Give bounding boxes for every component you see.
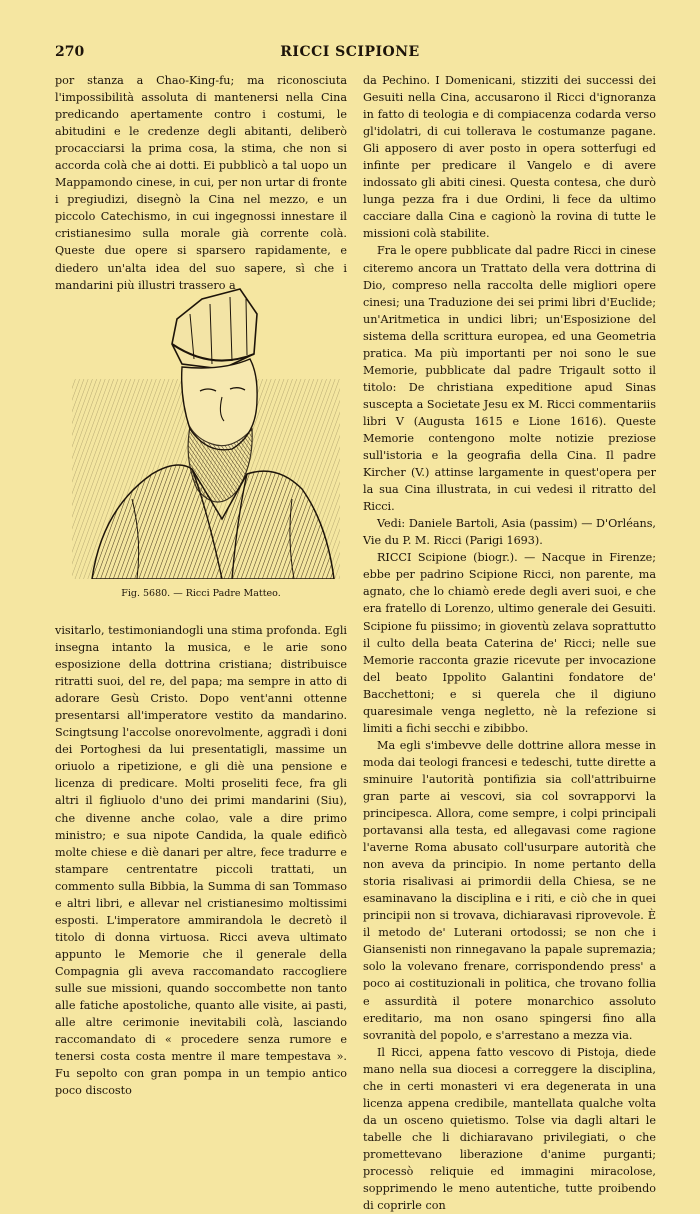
left-column-bottom [55, 622, 347, 1099]
paragraph: Vedi: Daniele Bartoli, Asia (passim) — D'Orléans, Vie du P. M. Ricci (Parigi 1693). [363, 517, 656, 548]
paragraph: Fra le opere pubblicate dal padre Ricci in cinese citeremo ancora un Trattato della vera dottrina di Dio, compreso nella raccolta delle migliori opere cinesi; una Traduzione dei sei primi libri d'Euclide; un'Aritmetica in undici libri; un'Esposizione del sistema della scrittura europea, ed una Geometria pratica. Ma più importanti per noi sono le sue Memorie, pubblicate dal padre Trigault sotto il titolo: De christiana expeditione apud Sinas suscepta a Societate Jesu ex M. Ricci commentariis libri V (Augusta 1615 e Lione 1616). Queste Memorie contengono molte notizie preziose sull'istoria e la geografia della Cina. Il padre Kircher (V.) attinse largamente in quest'opera per la sua Cina illustrata, in cui vedesi il ritratto del Ricci. [363, 244, 656, 514]
paragraph: Ma egli s'imbevve delle dottrine allora messe in moda dai teologi francesi e tedeschi, tutte dirette a sminuire l'autorità pontifizia sia coll'attribuirne gran parte ai vescovi, sia col sovrapporvi la principesca. Allora, come sempre, i colpi principali portavansi alla testa, ed allegavasi come ragione l'averne Roma abusato coll'usurpare autorità che non aveva da principio. In nome pertanto della storia risalivasi ai primordii della Chiesa, se ne esaminavano la disciplina e i riti, e ciò che in quei principii non si trovava, dichiaravasi riprovevole. È il metodo de' Luterani ortodossi; se non che i Giansenisti non rinnegavano la papale supremazia; solo la volevano frenare, corrispondendo press' a poco ai costituzionali in politica, che trovano follia e assurdità il potere monarchico assoluto ereditario, ma non osano spingersi fino alla sovranità del popolo, e s'arrestano a mezza via. [363, 738, 656, 1042]
page-number: 270 [55, 44, 85, 60]
paragraph: da Pechino. I Domenicani, stizziti dei successi dei Gesuiti nella Cina, accusarono il Ricci d'ignoranza in fatto di teologia e di compiacenza codarda verso gl'idolatri, di cui tollerava le costumanze pagane. Gli apposero di aver posto in opera sotterfugi ed infinte per predicare il Vangelo e di avere indossato gli abiti cinesi. Questa contesa, che durò lunga pezza fra i due Ordini, li fece da ultimo cacciare dalla Cina e cagionò la rovina di tutte le missioni colà stabilite. [363, 74, 656, 241]
right-column [363, 72, 656, 1214]
figure-caption: Fig. 5680. — Ricci Padre Matteo. [121, 588, 281, 599]
paragraph: visitarlo, testimoniandogli una stima profonda. Egli insegna intanto la musica, e le arie sono esposizione della dottrina cristiana; distribuisce ritratti suoi, del re, del papa; ma sempre in atto di adorare Gesù Cristo. Dopo vent'anni ottenne presentarsi all'imperatore vestito da mandarino. Scingtsung l'accolse onorevolmente, aggradì i doni dei Portoghesi da lui presentatigli, massime un oriuolo a ripetizione, e gli diè una pensione e licenza di predicare. Molti proseliti fece, fra gli altri il figliuolo d'uno dei primi mandarini (Siu), che divenne anche colao, vale a dire primo ministro; e sua nipote Candida, la quale edificò molte chiese e diè danari per altre, fece tradurre e stampare centrentatre piccoli trattati, un commento sulla Bibbia, la Summa di san Tommaso e altri libri, e allevar nel cristianesimo moltissimi esposti. L'imperatore ammirandola le decretò il titolo di donna virtuosa. Ricci aveva ultimato appunto le Memorie che il generale della Compagnia gli aveva raccomandato raccogliere sulle sue missioni, quando soccombette non tanto alle fatiche apostoliche, quanto alle visite, ai pasti, alle altre cerimonie inevitabili colà, lasciando raccomandato di « procedere senza rumore e tenersi costa costa mentre il mare tempestava ». Fu sepolto con gran pompa in un tempio antico poco discosto [55, 624, 347, 1098]
portrait-figure [72, 259, 340, 579]
paragraph: por stanza a Chao-King-fu; ma riconosciuta l'impossibilità assoluta di mantenersi nella Cina predicando apertamente contro i costumi, le abitudini e le credenze degli abitanti, deliberò procacciarsi la prima cosa, la stima, che non si accorda colà che ai dotti. Ei pubblicò a tal uopo un Mappamondo cinese, in cui, per non urtar di fronte i pregiudizi, disegnò la Cina nel mezzo, e un piccolo Catechismo, in cui ingegnossi innestare il cristianesimo sulla morale già corrente colà. Queste due opere si sparsero rapidamente, e diedero un'alta idea del suo sapere, sì che i mandarini più illustri trassero a [55, 74, 347, 292]
portrait-illustration [72, 259, 340, 579]
paragraph: RICCI Scipione (biogr.). — Nacque in Firenze; ebbe per padrino Scipione Ricci, non parente, ma agnato, che lo chiamò erede degli averi suoi, e che era fratello di Lorenzo, ultimo generale dei Gesuiti. Scipione fu piissimo; in gioventù zelava soprattutto il culto della beata Caterina de' Ricci; nelle sue Memorie racconta grazie ricevute per invocazione del beato Ippolito Galantini fondatore de' Bacchettoni; e si querela che il digiuno quaresimale venga negletto, nè la refezione si limiti a fichi secchi e zibibbo. [363, 551, 656, 735]
paragraph: Il Ricci, appena fatto vescovo di Pistoja, diede mano nella sua diocesi a correggere la disciplina, che in certi monasteri vi era degenerata in una licenza appena credibile, mantellata qualche volta da un osceno quietismo. Tolse via dagli altari le tabelle che li dichiaravano privilegiati, o che promettevano liberazione d'anime purganti; processò reliquie ed immagini miracolose, sopprimendo le meno autentiche, tutte proibendo di coprirle con [363, 1045, 656, 1213]
running-head: RICCI SCIPIONE [280, 44, 420, 60]
